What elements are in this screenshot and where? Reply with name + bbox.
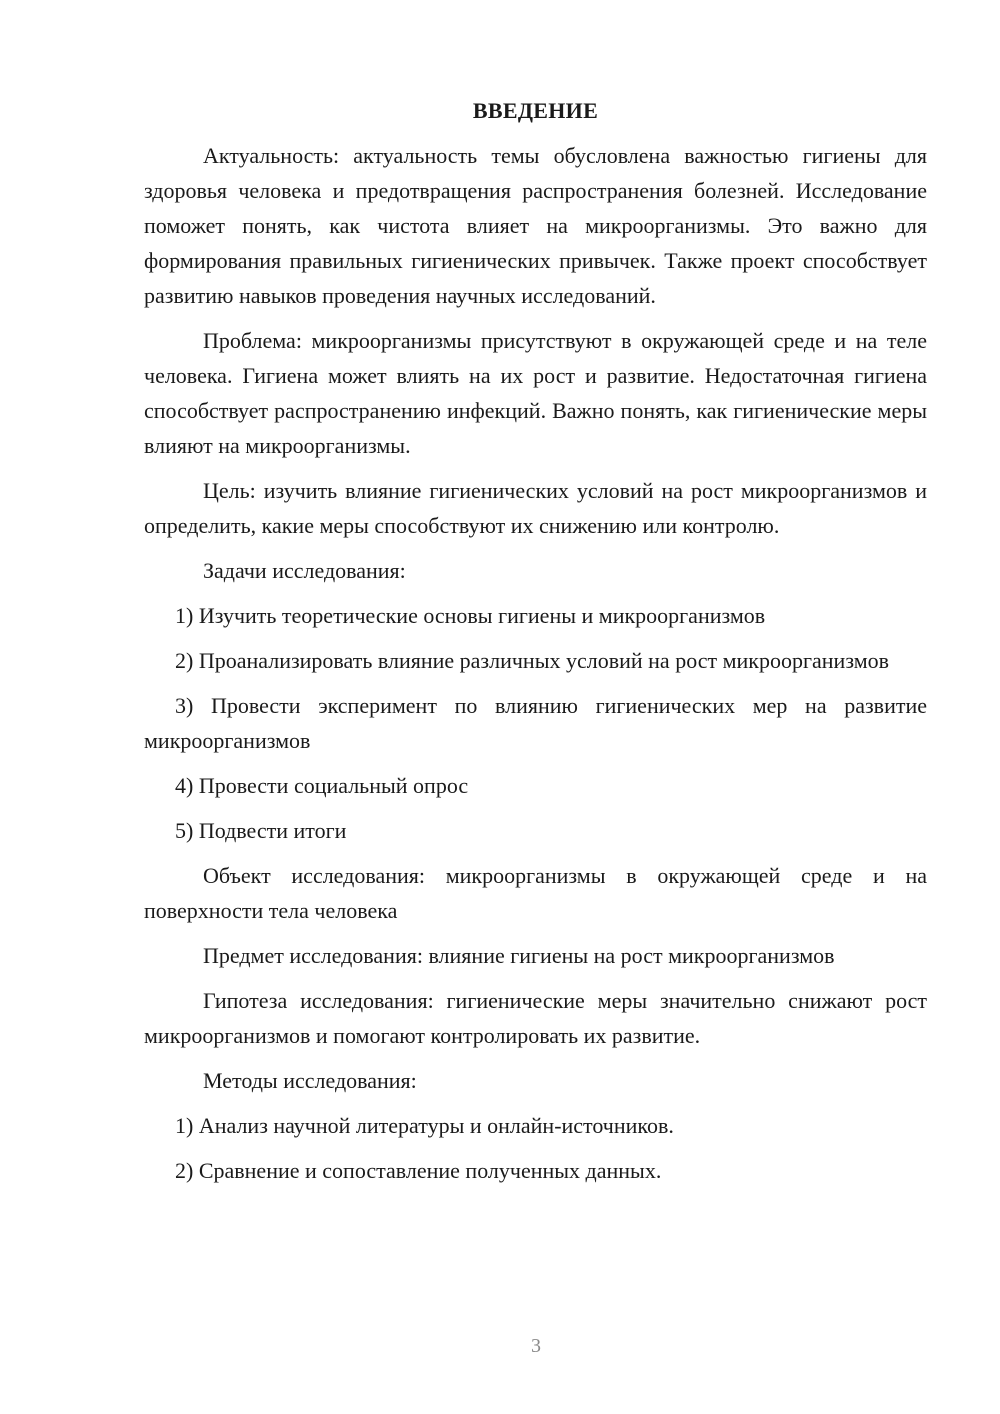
- relevance-paragraph: Актуальность: актуальность темы обусловлена важностью гигиены для здоровья человека и предотвращения распространения болезней. Исследование поможет понять, как чистота влияет на микроорганизмы. Это важно для формирования правильных гигиенических привычек. Также проект способствует развитию навыков проведения научных исследований.: [144, 143, 927, 308]
- task-item: 3) Провести эксперимент по влиянию гигиенических мер на развитие микроорганизмов: [144, 693, 927, 753]
- page-content: [144, 96, 927, 1198]
- task-item: 4) Провести социальный опрос: [175, 773, 469, 798]
- page-number: 3: [531, 1335, 541, 1357]
- task-item: 2) Проанализировать влияние различных условий на рост микроорганизмов: [175, 648, 890, 673]
- section-heading: ВВЕДЕНИЕ: [472, 98, 599, 123]
- task-item: 1) Изучить теоретические основы гигиены и микроорганизмов: [175, 603, 766, 628]
- tasks-heading: Задачи исследования:: [203, 558, 406, 583]
- problem-paragraph: Проблема: микроорганизмы присутствуют в окружающей среде и на теле человека. Гигиена может влиять на их рост и развитие. Недостаточная гигиена способствует распространению инфекций. Важно понять, как гигиенические меры влияют на микроорганизмы.: [144, 328, 927, 458]
- method-item: 1) Анализ научной литературы и онлайн-источников.: [175, 1113, 674, 1138]
- goal-paragraph: Цель: изучить влияние гигиенических условий на рост микроорганизмов и определить, какие меры способствуют их снижению или контролю.: [144, 478, 927, 538]
- subject-paragraph: Предмет исследования: влияние гигиены на рост микроорганизмов: [203, 943, 835, 968]
- methods-heading: Методы исследования:: [203, 1068, 417, 1093]
- method-item: 2) Сравнение и сопоставление полученных данных.: [175, 1158, 662, 1183]
- task-item: 5) Подвести итоги: [175, 818, 347, 843]
- hypothesis-paragraph: Гипотеза исследования: гигиенические меры значительно снижают рост микроорганизмов и помогают контролировать их развитие.: [144, 988, 927, 1048]
- object-paragraph: Объект исследования: микроорганизмы в окружающей среде и на поверхности тела человека: [144, 863, 927, 923]
